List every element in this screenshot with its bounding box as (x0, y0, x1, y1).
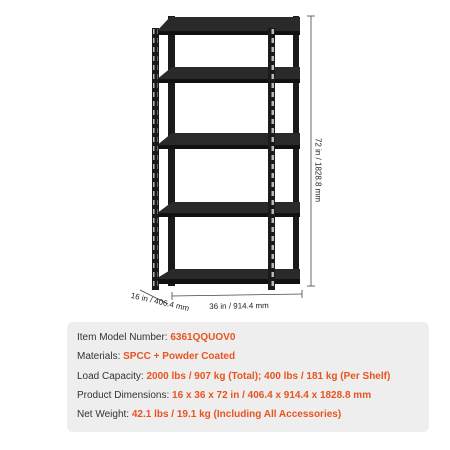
spec-label: Net Weight: (77, 409, 132, 420)
spec-row-load-capacity (77, 371, 390, 383)
shelf-3 (156, 133, 300, 149)
shelf-5 (154, 269, 300, 284)
spec-label: Product Dimensions: (77, 390, 173, 401)
spec-value: 42.1 lbs / 19.1 kg (Including All Accessories) (131, 409, 342, 420)
back-posts (168, 16, 299, 286)
spec-label: Materials: (77, 351, 124, 362)
spec-row-model-number (77, 332, 235, 344)
spec-row-materials (77, 351, 235, 363)
height-dimension-label: 72 in / 1828.8 mm (313, 137, 323, 203)
width-dimension-line (172, 290, 302, 300)
width-dimension-label: 36 in / 914.4 mm (209, 300, 269, 312)
spec-value: 16 x 36 x 72 in / 406.4 x 914.4 x 1828.8 mm (172, 390, 372, 401)
depth-dimension-label: 16 in / 406.4 mm (129, 290, 191, 314)
spec-label: Load Capacity: (77, 371, 147, 382)
spec-value: 6361QQUOV0 (170, 332, 236, 343)
spec-row-net-weight (77, 409, 341, 421)
spec-value: 2000 lbs / 907 kg (Total); 400 lbs / 181 kg (Per Shelf) (146, 371, 391, 382)
shelf-1 (156, 17, 300, 35)
shelf-4 (156, 202, 300, 217)
spec-label: Item Model Number: (77, 332, 171, 343)
shelf-2 (156, 67, 300, 83)
spec-row-product-dimensions (77, 390, 371, 402)
spec-value: SPCC + Powder Coated (123, 351, 236, 362)
